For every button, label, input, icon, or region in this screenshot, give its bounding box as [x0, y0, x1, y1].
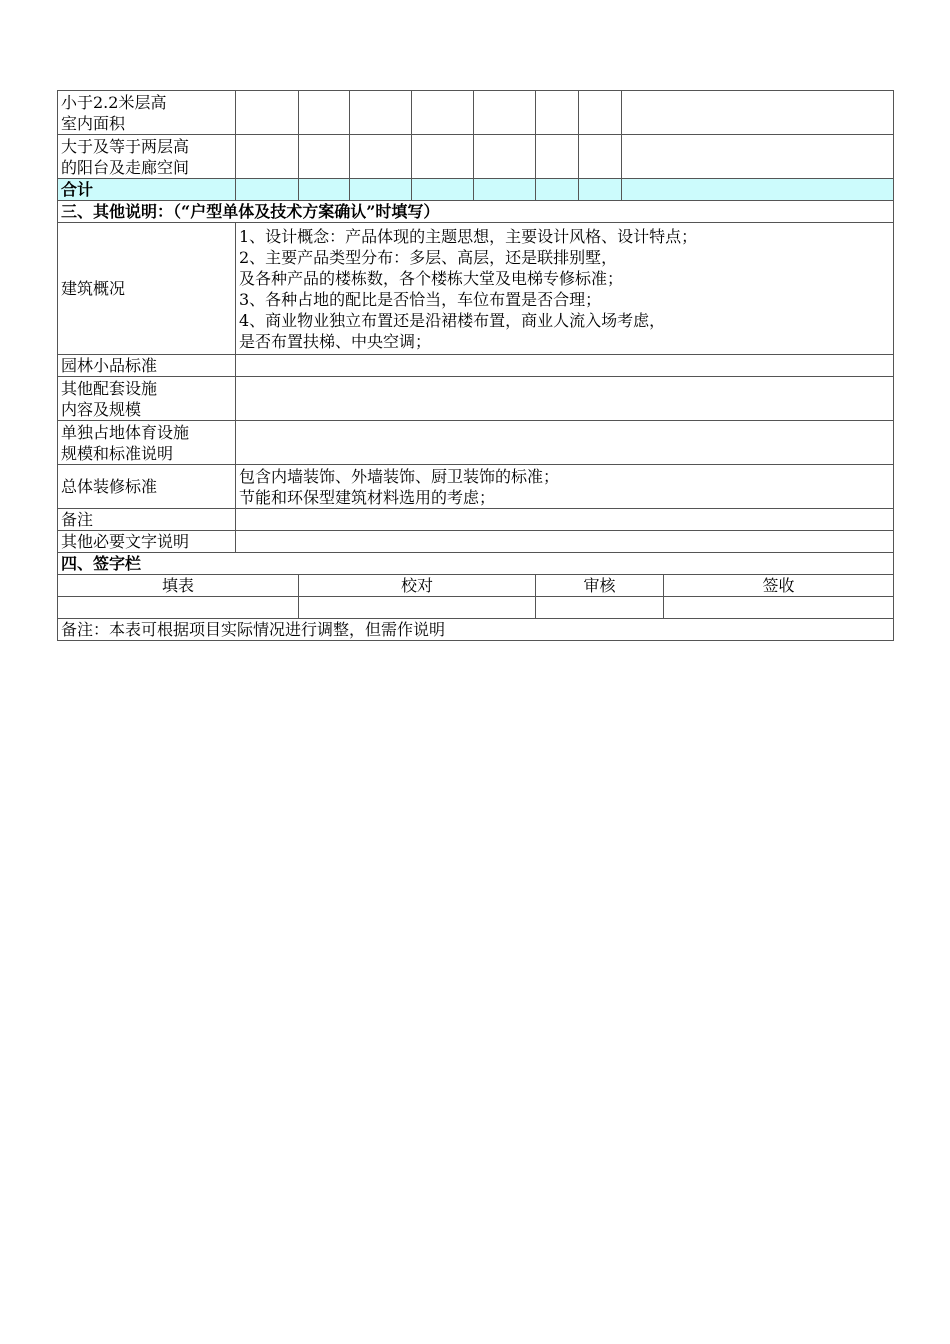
received-by-header: 签收: [664, 575, 894, 597]
table-cell[interactable]: [622, 179, 894, 201]
supporting-facilities-label: 其他配套设施 内容及规模: [58, 377, 236, 421]
supporting-facilities-content[interactable]: [236, 377, 894, 421]
table-cell[interactable]: [299, 135, 350, 179]
table-cell[interactable]: [474, 179, 536, 201]
remarks-content[interactable]: [236, 509, 894, 531]
supporting-facilities-row: [58, 377, 894, 421]
table-cell[interactable]: [536, 179, 579, 201]
checked-by-header: 校对: [299, 575, 536, 597]
table-cell[interactable]: [474, 91, 536, 135]
table-cell[interactable]: [299, 179, 350, 201]
reviewed-by-signature[interactable]: [536, 597, 664, 619]
signature-table: [57, 552, 894, 641]
building-overview-content[interactable]: 1、设计概念：产品体现的主题思想，主要设计风格、设计特点； 2、主要产品类型分布：多层、高层，还是联排别墅， 及各种产品的楼栋数，各个楼栋大堂及电梯专修标准； 3、各种占地的配比是否恰当，车位布置是否合理； 4、商业物业独立布置还是沿裙楼布置，商业人流入场考虑， 是否布置扶梯、中央空调；: [236, 223, 894, 355]
table-cell[interactable]: [579, 91, 622, 135]
table-cell[interactable]: [236, 135, 299, 179]
landscape-standard-content[interactable]: [236, 355, 894, 377]
form-sheet: [57, 90, 893, 641]
other-notes-table: [57, 200, 894, 553]
reviewed-by-header: 审核: [536, 575, 664, 597]
table-cell[interactable]: [474, 135, 536, 179]
table-cell[interactable]: [236, 179, 299, 201]
filled-by-signature[interactable]: [58, 597, 299, 619]
remarks-label: 备注: [58, 509, 236, 531]
table-cell[interactable]: [412, 135, 474, 179]
table-cell[interactable]: [350, 179, 412, 201]
table-cell[interactable]: [299, 91, 350, 135]
table-cell[interactable]: [536, 91, 579, 135]
decoration-standard-content[interactable]: 包含内墙装饰、外墙装饰、厨卫装饰的标准； 节能和环保型建筑材料选用的考虑；: [236, 465, 894, 509]
area-table: [57, 90, 894, 201]
checked-by-signature[interactable]: [299, 597, 536, 619]
table-cell[interactable]: [236, 91, 299, 135]
table-cell[interactable]: [622, 135, 894, 179]
total-label: 合计: [58, 179, 236, 201]
landscape-standard-label: 园林小品标准: [58, 355, 236, 377]
table-cell[interactable]: [622, 91, 894, 135]
footer-note: 备注：本表可根据项目实际情况进行调整，但需作说明: [58, 619, 894, 641]
sports-facilities-row: [58, 421, 894, 465]
footer-note-row: [58, 619, 894, 641]
other-text-label: 其他必要文字说明: [58, 531, 236, 553]
landscape-standard-row: [58, 355, 894, 377]
section4-header-row: [58, 553, 894, 575]
table-cell[interactable]: [350, 135, 412, 179]
total-row: [58, 179, 894, 201]
table-cell[interactable]: [579, 135, 622, 179]
table-cell[interactable]: [350, 91, 412, 135]
table-cell[interactable]: [412, 179, 474, 201]
section3-header-row: [58, 201, 894, 223]
area-row-double-height: [58, 135, 894, 179]
sports-facilities-label: 单独占地体育设施 规模和标准说明: [58, 421, 236, 465]
signature-input-row: [58, 597, 894, 619]
other-text-content[interactable]: [236, 531, 894, 553]
building-overview-row: [58, 223, 894, 355]
area-row-below-2-2m: [58, 91, 894, 135]
received-by-signature[interactable]: [664, 597, 894, 619]
row-label: 小于2.2米层高 室内面积: [58, 91, 236, 135]
row-label: 大于及等于两层高 的阳台及走廊空间: [58, 135, 236, 179]
section4-title: 四、签字栏: [58, 553, 894, 575]
signature-header-row: [58, 575, 894, 597]
other-text-row: [58, 531, 894, 553]
table-cell[interactable]: [536, 135, 579, 179]
table-cell[interactable]: [412, 91, 474, 135]
building-overview-label: 建筑概况: [58, 223, 236, 355]
decoration-standard-row: [58, 465, 894, 509]
filled-by-header: 填表: [58, 575, 299, 597]
table-cell[interactable]: [579, 179, 622, 201]
sports-facilities-content[interactable]: [236, 421, 894, 465]
section3-title: 三、其他说明：（“户型单体及技术方案确认”时填写）: [58, 201, 894, 223]
remarks-row: [58, 509, 894, 531]
decoration-standard-label: 总体装修标准: [58, 465, 236, 509]
